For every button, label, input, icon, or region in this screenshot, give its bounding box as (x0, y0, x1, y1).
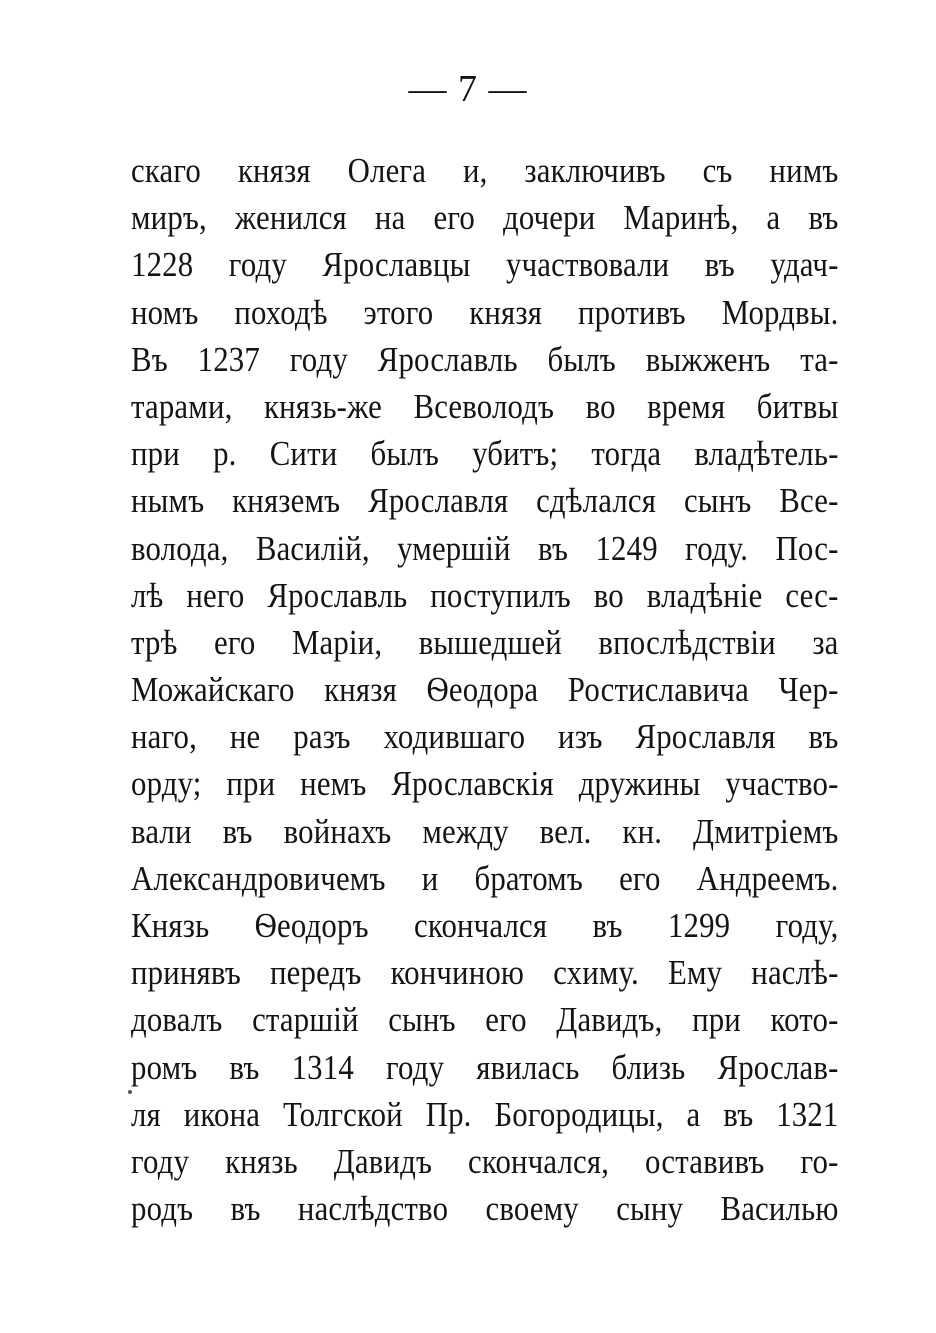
text-line: Въ 1237 году Ярославль былъ выжженъ та- (131, 339, 839, 379)
text-line: наго, не разъ ходившаго изъ Ярославля въ (131, 717, 839, 757)
text-line: Можайскаго князя Ѳеодора Ростиславича Чер- (131, 670, 839, 710)
text-line: номъ походѣ этого князя противъ Мордвы. (131, 292, 839, 332)
text-line: ля икона Толгской Пр. Богородицы, а въ 1321 (131, 1094, 839, 1134)
text-line: орду; при немъ Ярославскія дружины участво- (131, 764, 839, 804)
text-line: Александровичемъ и братомъ его Андреемъ. (131, 858, 839, 898)
text-line: волода, Василій, умершій въ 1249 году. Пос- (131, 528, 839, 568)
body-text (131, 147, 839, 1232)
text-line: принявъ передъ кончиною схиму. Ему наслѣ- (131, 953, 839, 993)
text-line: довалъ старшій сынъ его Давидъ, при кото- (131, 1000, 839, 1040)
text-line: Князь Ѳеодоръ скончался въ 1299 году, (131, 906, 839, 945)
text-line: 1228 году Ярославцы участвовали въ удач- (131, 245, 839, 285)
text-line: миръ, женился на его дочери Маринѣ, а въ (131, 198, 839, 238)
text-line: нымъ княземъ Ярославля сдѣлался сынъ Все- (131, 481, 839, 521)
text-line: тарами, князь-же Всеволодъ во время битвы (131, 386, 839, 426)
text-line: году князь Давидъ скончался, оставивъ го- (131, 1141, 839, 1181)
text-line: лѣ него Ярославль поступилъ во владѣніе сес- (131, 575, 839, 615)
text-line: вали въ войнахъ между вел. кн. Дмитріемъ (131, 811, 839, 851)
text-line: родъ въ наслѣдство своему сыну Василью (131, 1189, 839, 1229)
text-line: скаго князя Олега и, заключивъ съ нимъ (131, 151, 839, 190)
text-line: при р. Сити былъ убитъ; тогда владѣтель- (131, 434, 839, 474)
print-speck (128, 1090, 132, 1094)
text-line: трѣ его Маріи, вышедшей впослѣдствіи за (131, 622, 839, 662)
text-line: ромъ въ 1314 году явилась близь Ярослав- (131, 1047, 839, 1087)
page-number: — 7 — (408, 68, 528, 110)
